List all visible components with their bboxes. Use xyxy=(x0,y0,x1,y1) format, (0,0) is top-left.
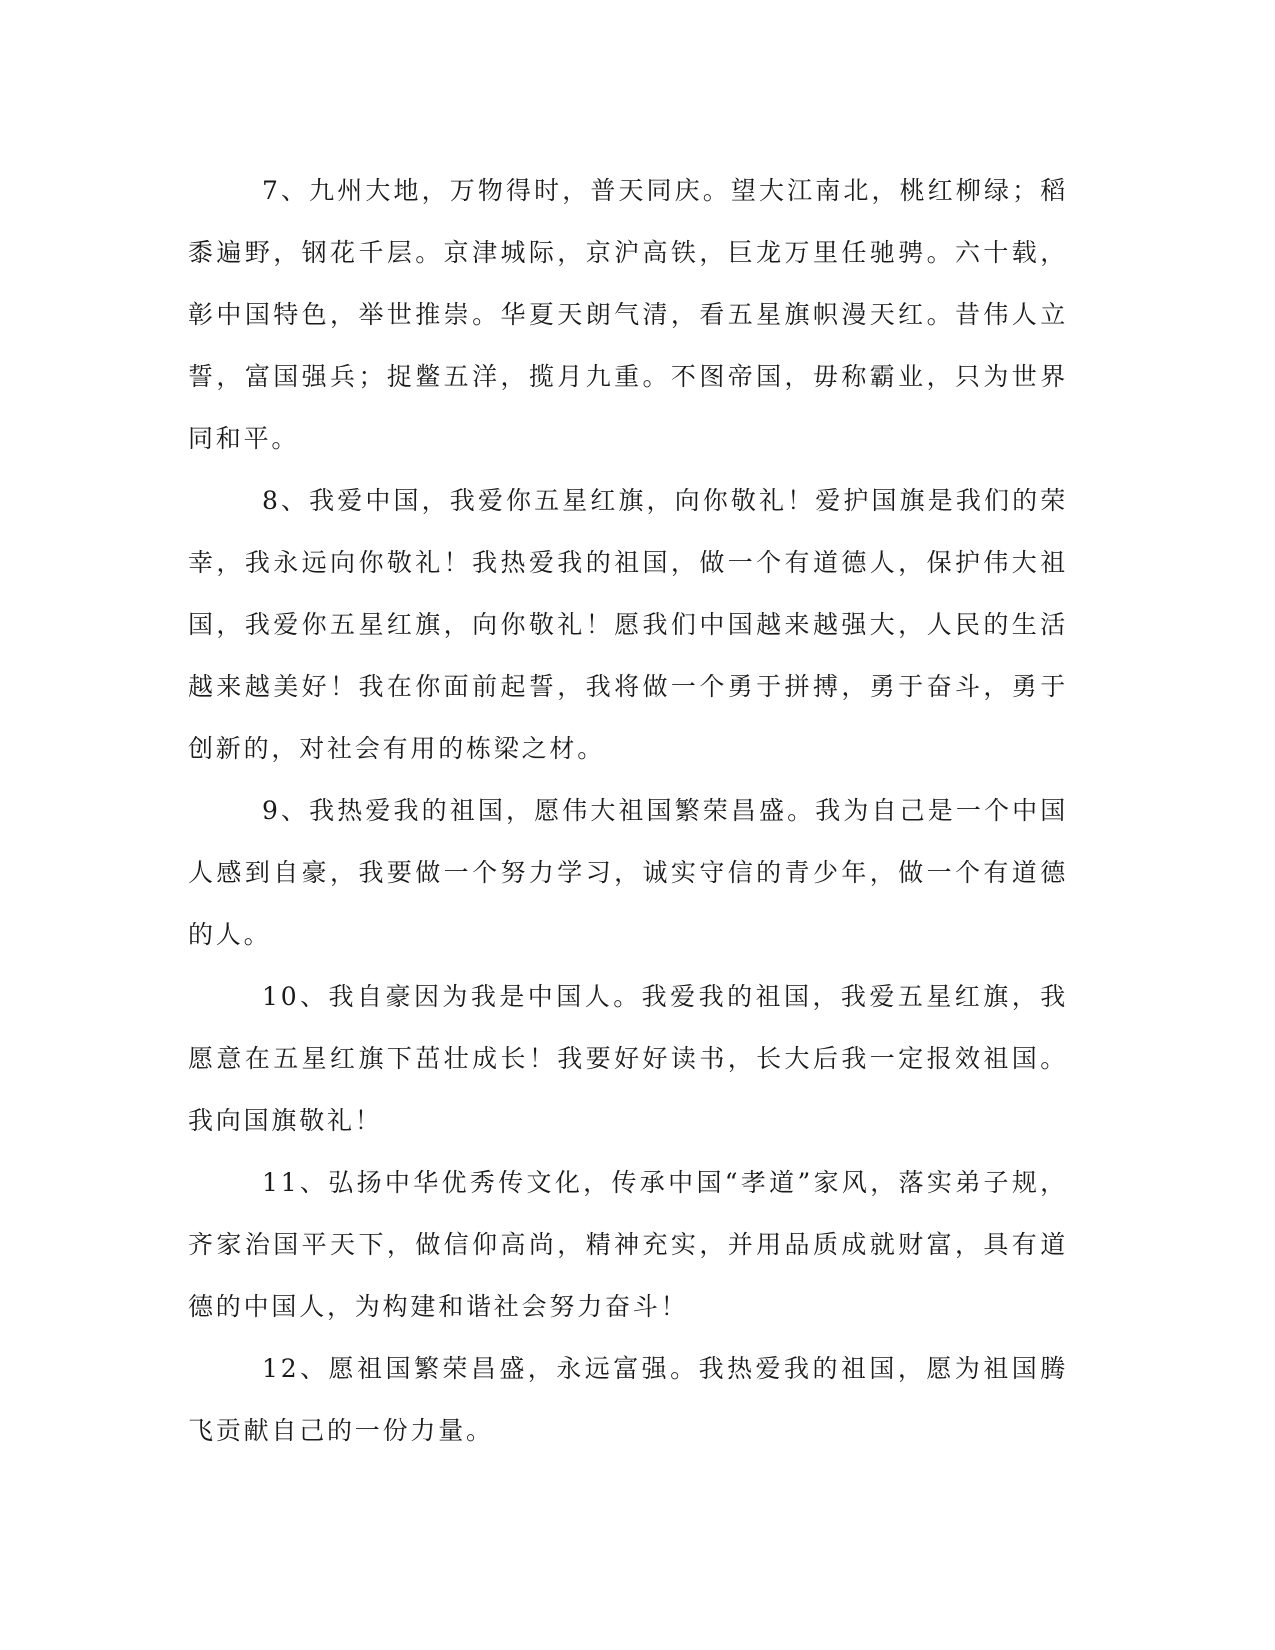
paragraph-8: 8、我爱中国，我爱你五星红旗，向你敬礼！爱护国旗是我们的荣幸，我永远向你敬礼！我热爱我的祖国，做一个有道德人，保护伟大祖国，我爱你五星红旗，向你敬礼！愿我们中国越来越强大，人民的生活越来越美好！我在你面前起誓，我将做一个勇于拼搏，勇于奋斗，勇于创新的，对社会有用的栋梁之材。 xyxy=(188,486,1068,763)
paragraph-12: 12、愿祖国繁荣昌盛，永远富强。我热爱我的祖国，愿为祖国腾飞贡献自己的一份力量。 xyxy=(188,1354,1068,1445)
document-body xyxy=(188,160,1068,1462)
paragraph-9: 9、我热爱我的祖国，愿伟大祖国繁荣昌盛。我为自己是一个中国人感到自豪，我要做一个努力学习，诚实守信的青少年，做一个有道德的人。 xyxy=(188,796,1068,949)
paragraph-10: 10、我自豪因为我是中国人。我爱我的祖国，我爱五星红旗，我愿意在五星红旗下茁壮成长！我要好好读书，长大后我一定报效祖国。我向国旗敬礼！ xyxy=(188,982,1068,1135)
paragraph-7: 7、九州大地，万物得时，普天同庆。望大江南北，桃红柳绿；稻黍遍野，钢花千层。京津城际，京沪高铁，巨龙万里任驰骋。六十载，彰中国特色，举世推崇。华夏天朗气清，看五星旗帜漫天红。昔伟人立誓，富国强兵；捉鳖五洋，揽月九重。不图帝国，毋称霸业，只为世界同和平。 xyxy=(188,176,1068,453)
paragraph-11: 11、弘扬中华优秀传文化，传承中国“孝道”家风，落实弟子规，齐家治国平天下，做信仰高尚，精神充实，并用品质成就财富，具有道德的中国人，为构建和谐社会努力奋斗！ xyxy=(188,1168,1068,1321)
